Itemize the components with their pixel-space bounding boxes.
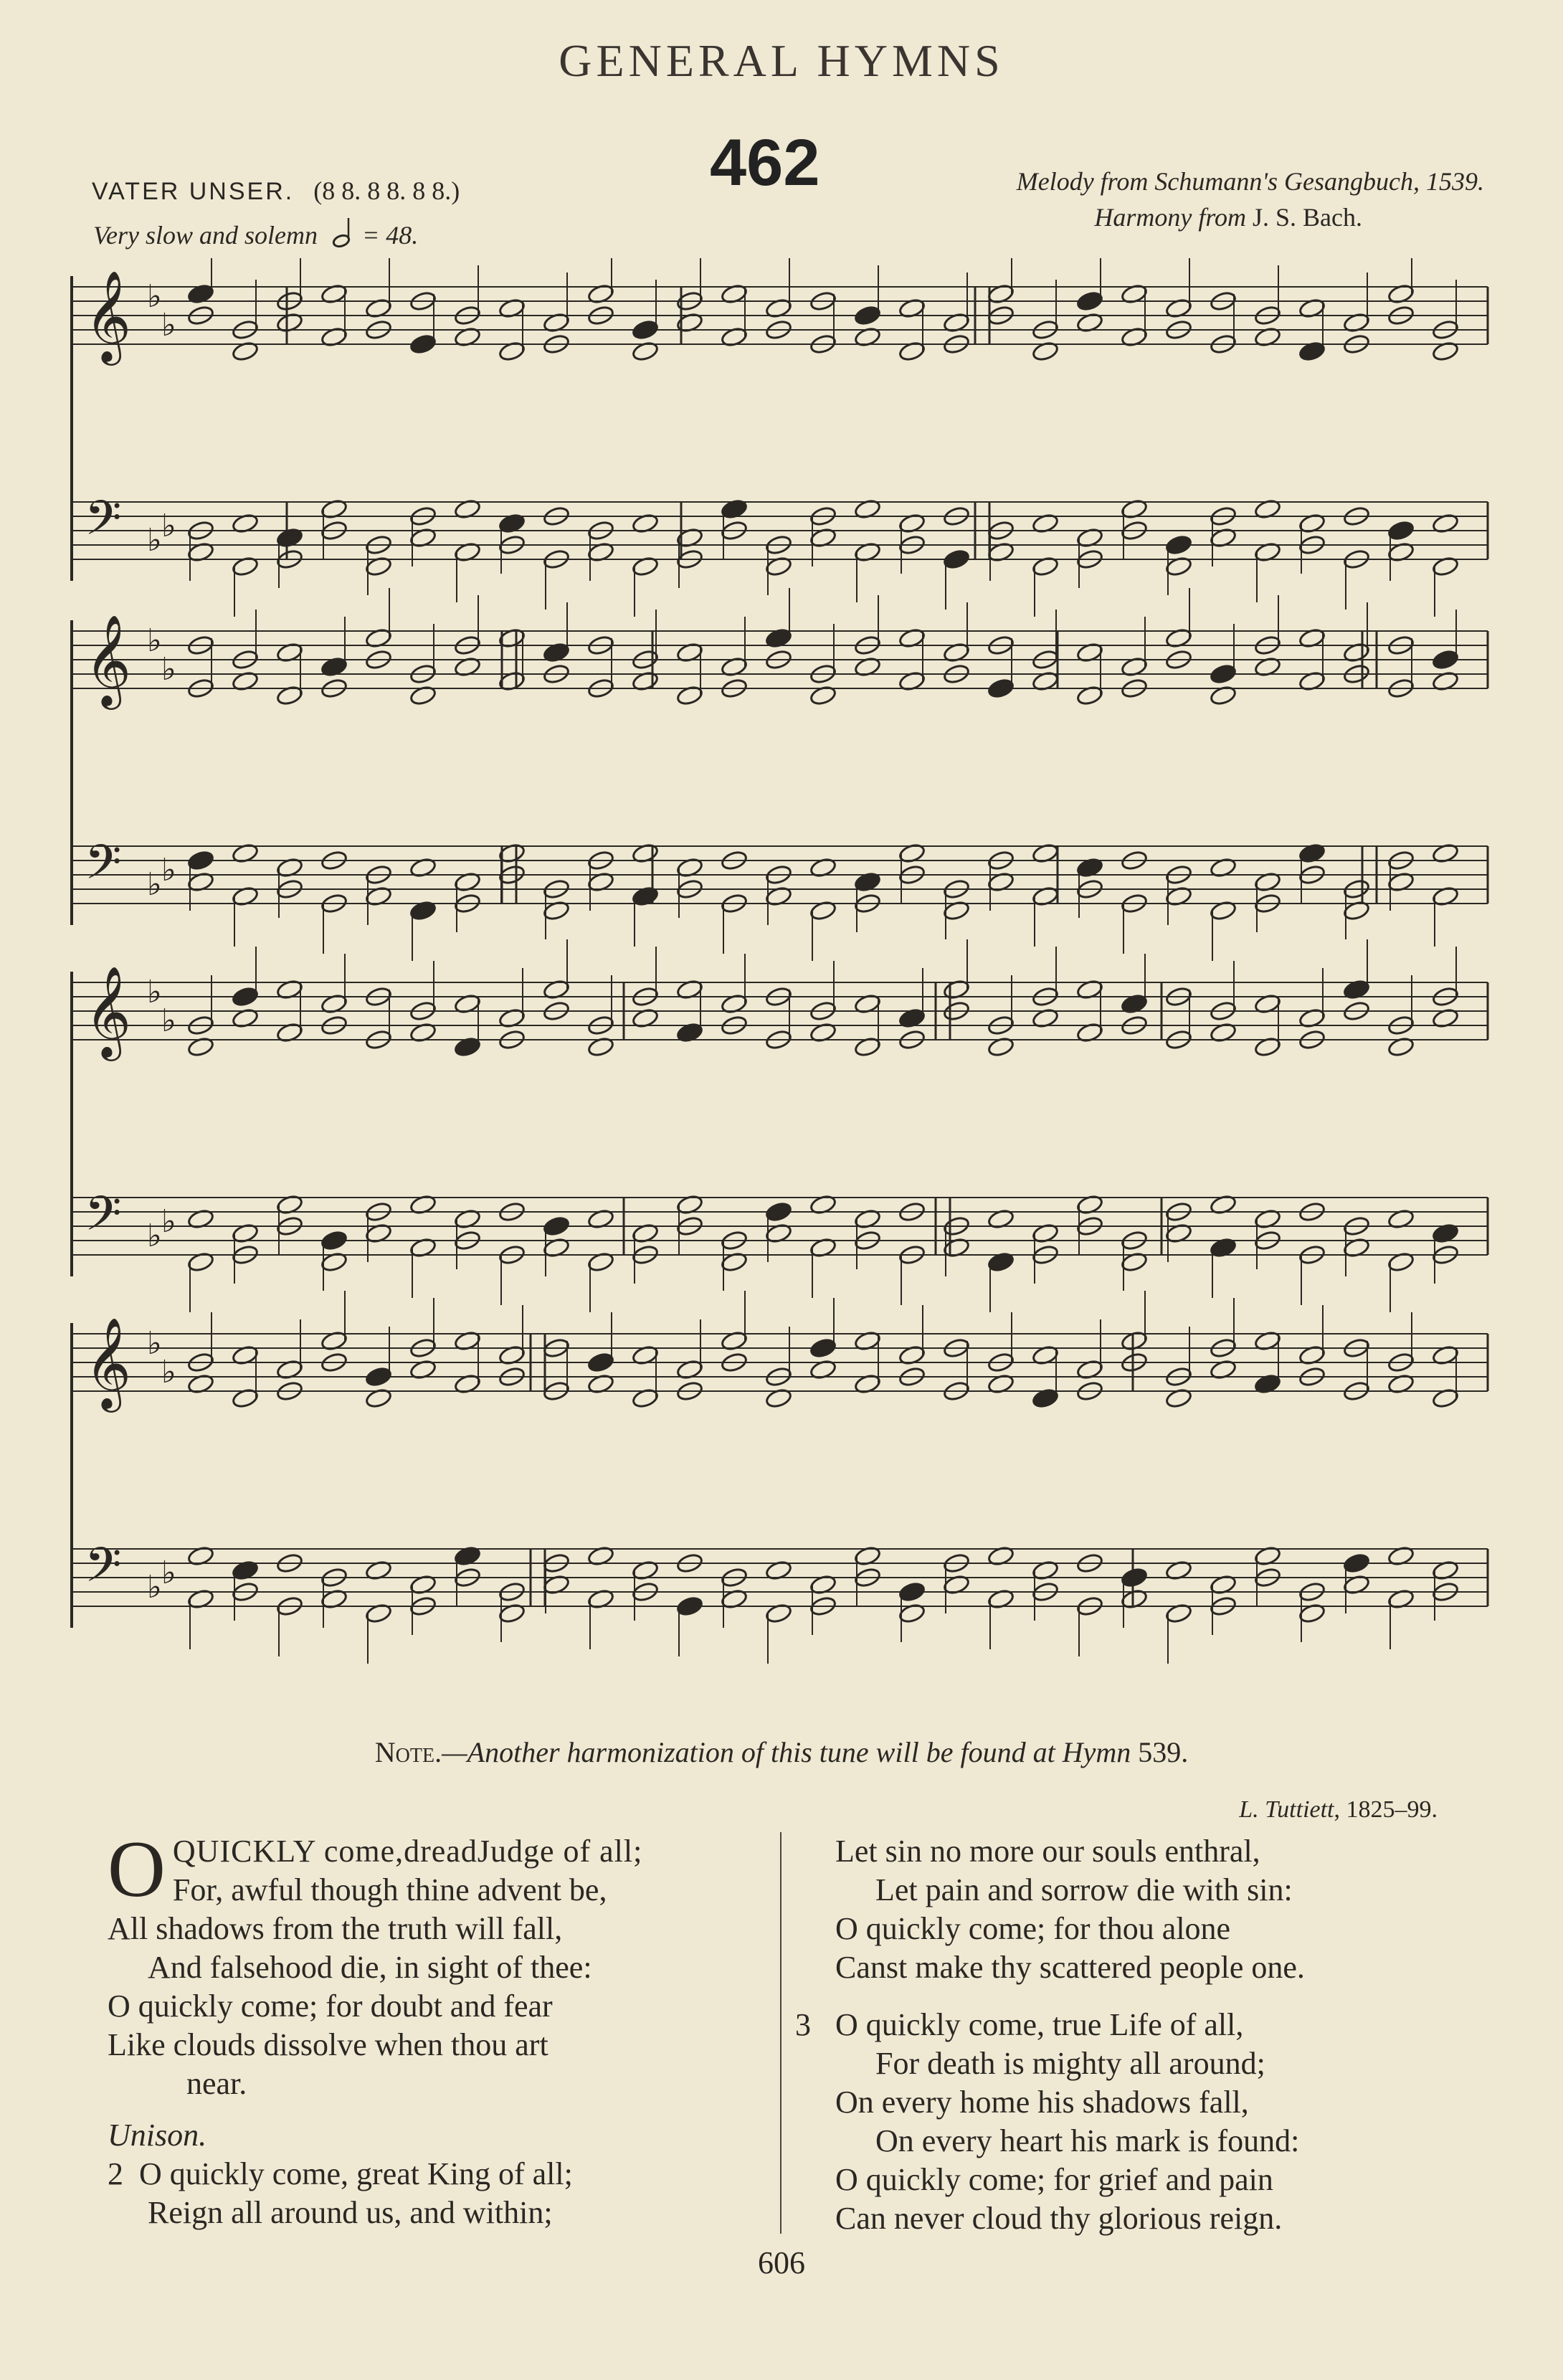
verse-line: For death is mighty all around; (875, 2046, 1265, 2081)
note-head (320, 1230, 348, 1251)
flat-sign-icon: ♭ (161, 1354, 176, 1390)
verse-2-part-2 (835, 1832, 1524, 1987)
page-number: 606 (758, 2245, 805, 2280)
note-head (1387, 520, 1415, 541)
verses-left-column (108, 1825, 767, 2232)
verse-line: Like clouds dissolve when thou art (108, 2027, 548, 2062)
half-note-icon (331, 217, 356, 248)
page-header: GENERAL HYMNS (559, 35, 1004, 86)
note-head (1343, 1552, 1371, 1574)
author-credit (1239, 1796, 1438, 1824)
note-text: —Another harmonization of this tune will be found at Hymn (442, 1736, 1131, 1768)
verses-right-column (795, 1832, 1524, 2238)
verse-line: O quickly come; for thou alone (835, 1911, 1231, 1946)
hymn-number: 462 (710, 126, 820, 199)
flat-sign-icon: ♭ (147, 622, 162, 659)
harmony-composer: J. S. Bach. (1253, 203, 1362, 232)
note-head (854, 305, 882, 326)
verse-3 (795, 2006, 1524, 2238)
verse-line: near. (186, 2066, 247, 2101)
note-head (809, 1337, 837, 1359)
author-dates: , 1825–99. (1334, 1796, 1438, 1823)
verse-line: Canst make thy scattered people one. (835, 1950, 1305, 1985)
flat-sign-icon: ♭ (147, 1218, 162, 1254)
flat-sign-icon: ♭ (161, 1002, 176, 1039)
harmonization-note (0, 1735, 1563, 1769)
note-head (543, 1215, 571, 1237)
tempo-text: Very slow and solemn (93, 221, 318, 250)
verse-1 (108, 1825, 767, 2103)
melody-source: Melody from Schumann's Gesangbuch, 1539. (1016, 167, 1484, 196)
verse-line: On every heart his mark is found: (875, 2123, 1300, 2158)
verse-line: Reign all around us, and within; (148, 2195, 553, 2230)
flat-sign-icon: ♭ (161, 508, 176, 544)
verse-line: 3 O quickly come, true Life of all, (795, 2006, 1524, 2044)
treble-clef-icon: 𝄞 (85, 270, 132, 361)
note-hymn-ref: 539. (1138, 1736, 1189, 1768)
flat-sign-icon: ♭ (161, 307, 176, 343)
verse-number: 3 (795, 2007, 811, 2042)
note-head (676, 1596, 704, 1617)
verse-line: 2 O quickly come, great King of all; (108, 2155, 767, 2194)
bass-clef-icon: 𝄢 (85, 1186, 122, 1253)
note-head (1076, 290, 1104, 312)
flat-sign-icon: ♭ (161, 1555, 176, 1591)
verse-line: O quickly come; for grief and pain (835, 2162, 1273, 2197)
note-head (1121, 1567, 1149, 1588)
bass-clef-icon: 𝄢 (85, 1537, 122, 1604)
flat-sign-icon: ♭ (147, 866, 162, 903)
verse-line: All shadows from the truth will fall, (108, 1911, 563, 1946)
verse-line: For, awful though thine advent be, (172, 1872, 607, 1907)
tune-heading (92, 176, 460, 206)
treble-clef-icon: 𝄞 (85, 965, 132, 1057)
harmony-source (1094, 202, 1362, 232)
note-head (632, 319, 660, 341)
note-head (365, 1366, 393, 1388)
verse-line: QUICKLY come,dreadJudge of all; (172, 1834, 643, 1869)
note-head (1432, 649, 1460, 670)
flat-sign-icon: ♭ (147, 1569, 162, 1606)
bass-clef-icon: 𝄢 (85, 490, 122, 557)
author-name: L. Tuttiett (1239, 1796, 1334, 1823)
column-divider (780, 1832, 782, 2234)
note-head (409, 333, 437, 355)
verse-number: 2 (108, 2156, 123, 2191)
note-head (987, 678, 1015, 699)
note-head (1210, 663, 1237, 685)
flat-sign-icon: ♭ (161, 651, 176, 688)
note-head (765, 1201, 793, 1223)
verse-line: O quickly come; for doubt and fear (108, 1988, 553, 2024)
note-head (1165, 534, 1193, 556)
treble-clef-icon: 𝄞 (85, 1317, 132, 1408)
flat-sign-icon: ♭ (161, 1203, 176, 1240)
verse-2-part-1 (108, 2155, 767, 2232)
flat-sign-icon: ♭ (147, 974, 162, 1010)
verse-line: And falsehood die, in sight of thee: (148, 1950, 592, 1985)
flat-sign-icon: ♭ (147, 1325, 162, 1362)
treble-clef-icon: 𝄞 (85, 614, 132, 706)
flat-sign-icon: ♭ (147, 522, 162, 559)
note-label: Note. (374, 1736, 442, 1768)
verse-line: Let sin no more our souls enthral, (835, 1834, 1260, 1869)
meter: (8 8. 8 8. 8 8.) (313, 176, 460, 205)
tempo-marking (93, 217, 418, 250)
flat-sign-icon: ♭ (147, 278, 162, 315)
verse-line: On every home his shadows fall, (835, 2085, 1249, 2120)
tempo-value: = 48. (361, 221, 419, 250)
tune-name: VATER UNSER. (92, 178, 295, 205)
note-head (943, 549, 971, 570)
unison-label: Unison. (108, 2118, 207, 2153)
drop-cap: O (108, 1825, 166, 1914)
verse-line: Can never cloud thy glorious reign. (835, 2201, 1283, 2236)
note-head (232, 986, 260, 1008)
bass-clef-icon: 𝄢 (85, 835, 122, 901)
flat-sign-icon: ♭ (161, 852, 176, 888)
note-head (898, 1581, 926, 1603)
music-score (65, 258, 1498, 1714)
note-head (587, 1352, 615, 1373)
verse-line: Let pain and sorrow die with sin: (875, 1872, 1293, 1907)
harmony-prefix: Harmony from (1094, 203, 1246, 232)
note-head (187, 850, 215, 871)
